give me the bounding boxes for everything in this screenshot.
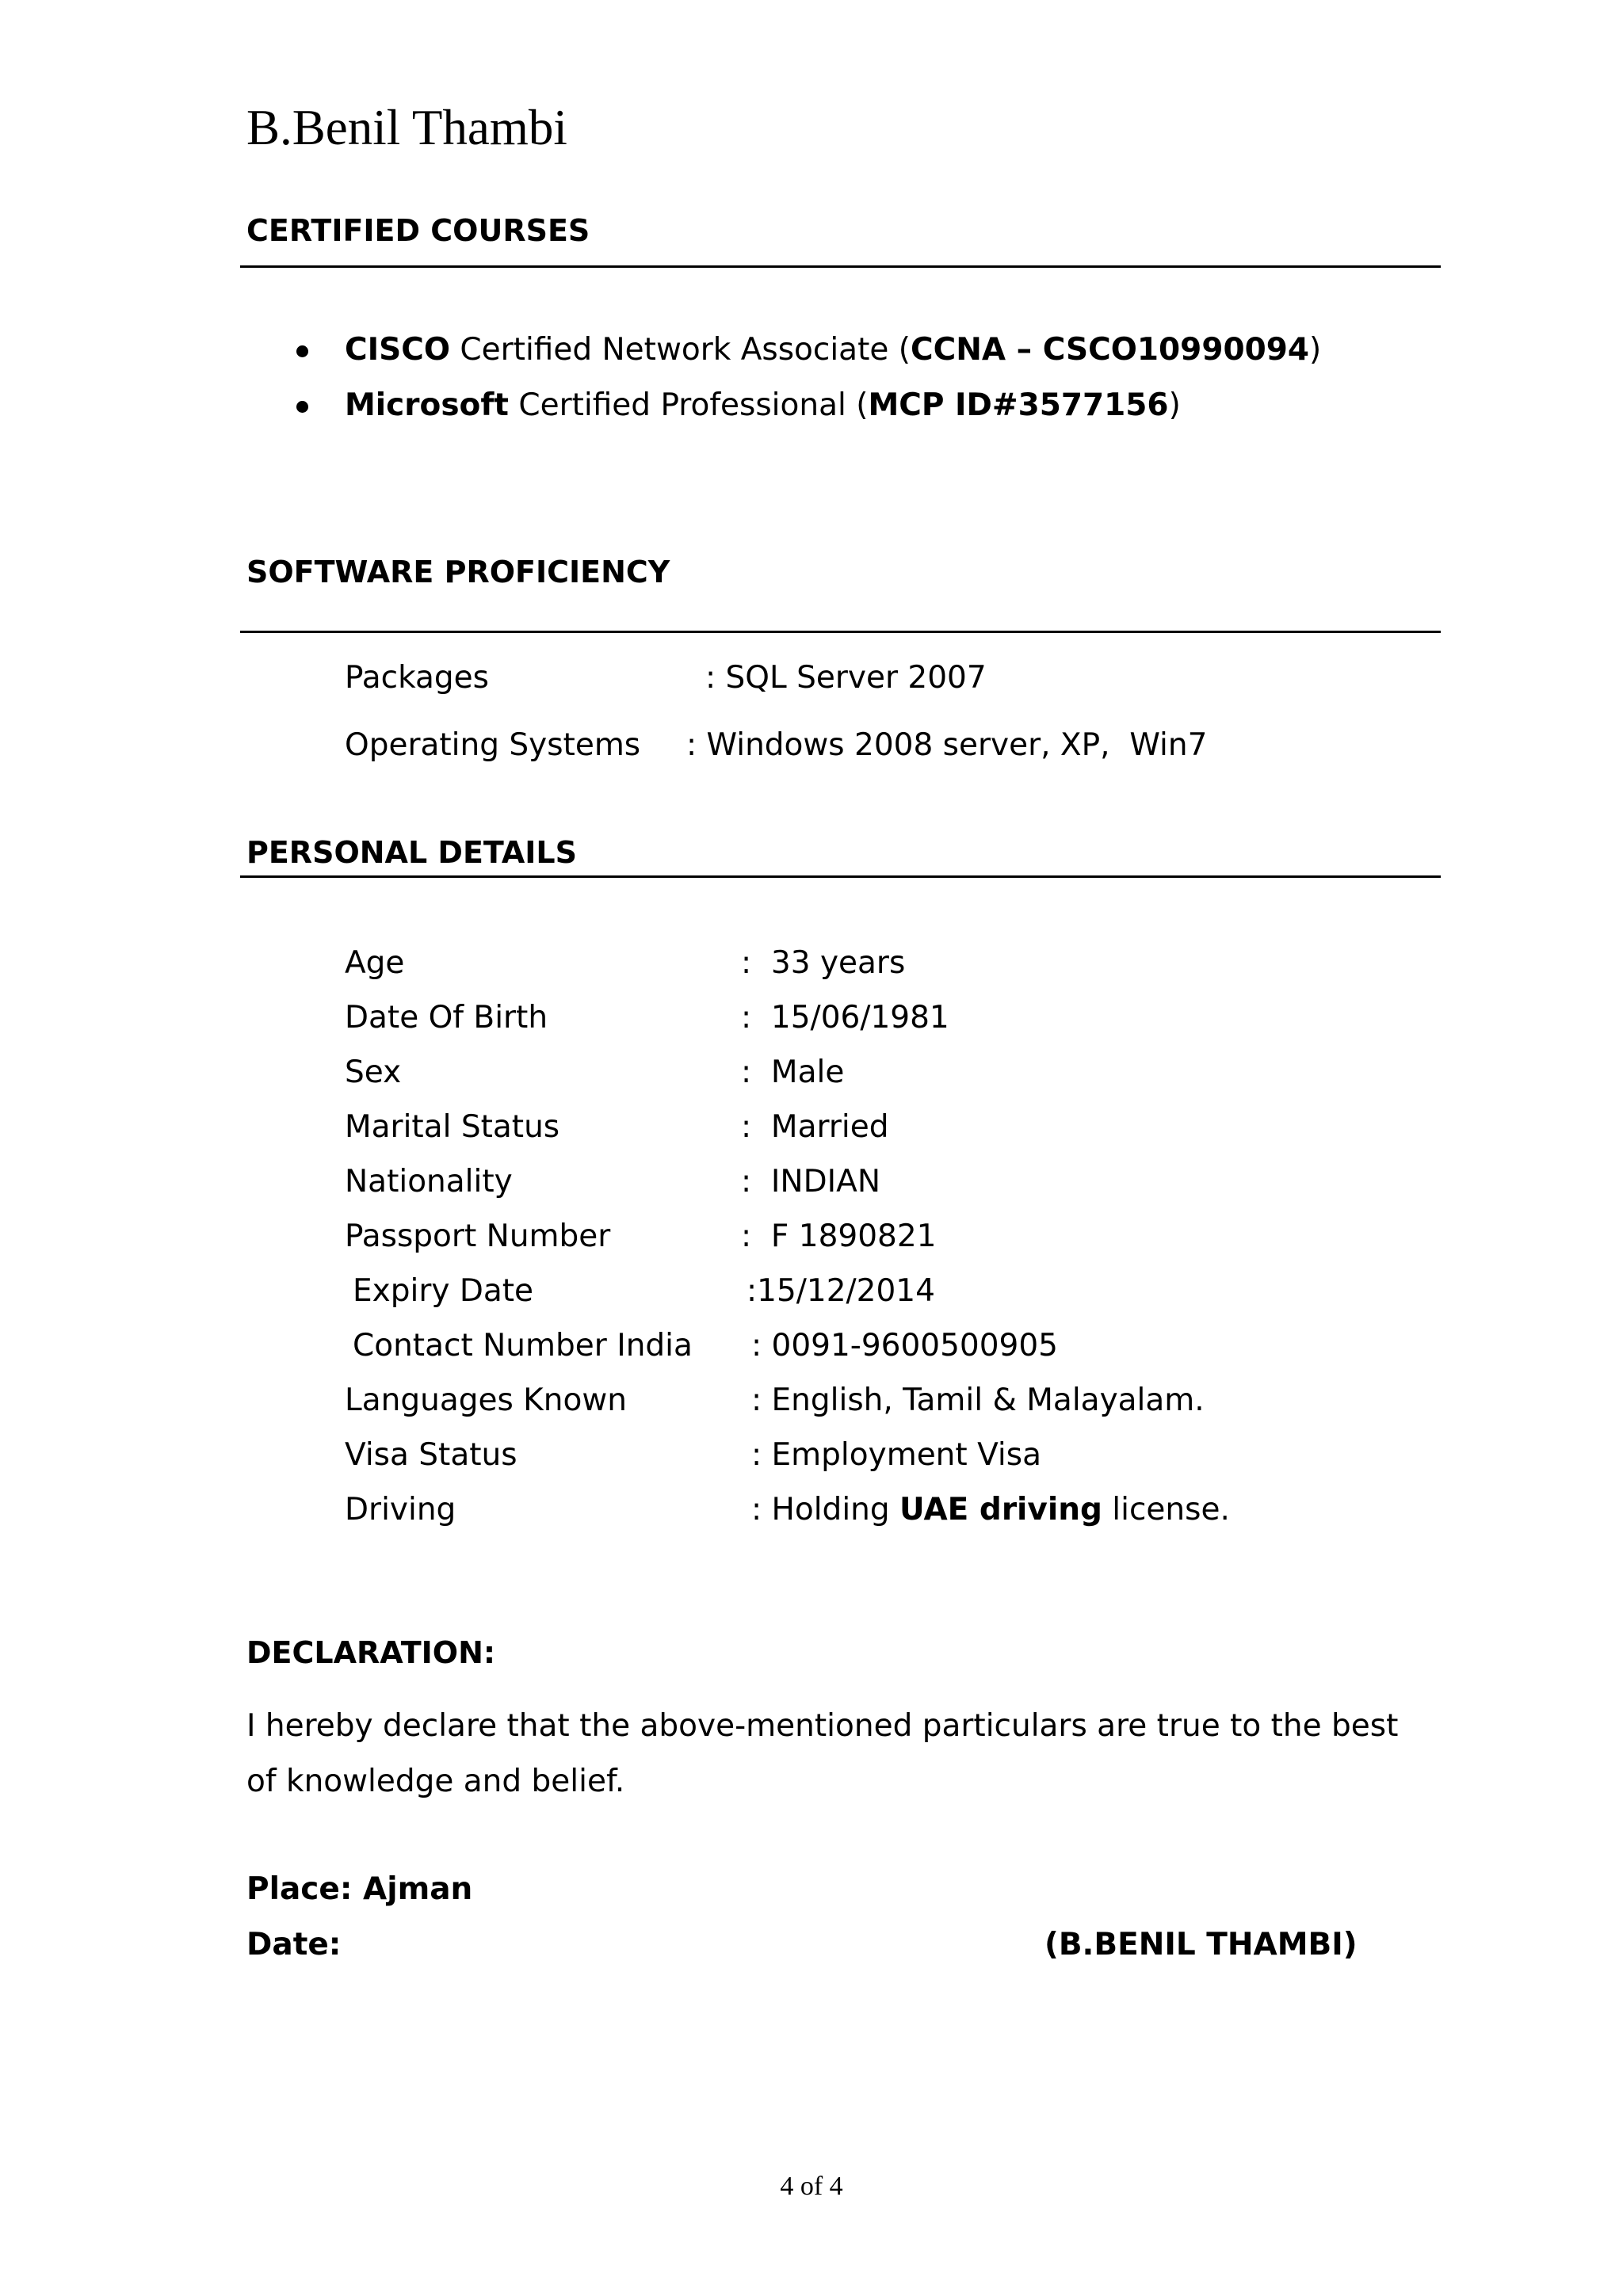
detail-value: : 0091-9600500905 [751, 1328, 1058, 1363]
certification-item: Microsoft Certified Professional (MCP ID#3577156) [345, 387, 1181, 423]
section-divider [240, 265, 1441, 268]
detail-label: Contact Number India [353, 1328, 693, 1363]
detail-value: : Male [741, 1055, 845, 1090]
candidate-name: B.Benil Thambi [246, 100, 567, 155]
certification-item: CISCO Certified Network Associate (CCNA – CSCO10990094) [345, 332, 1322, 368]
detail-label: Sex [345, 1055, 402, 1090]
detail-label: Expiry Date [353, 1273, 534, 1309]
detail-label: Date Of Birth [345, 1000, 548, 1035]
section-heading-software-proficiency: SOFTWARE PROFICIENCY [246, 555, 670, 589]
detail-label: Driving [345, 1492, 456, 1527]
place-label: Place: Ajman [246, 1871, 473, 1907]
section-divider [240, 631, 1441, 633]
date-label: Date: [246, 1927, 342, 1962]
section-divider [240, 875, 1441, 878]
section-heading-certified-courses: CERTIFIED COURSES [246, 213, 590, 248]
software-value: : Windows 2008 server, XP, Win7 [686, 727, 1208, 763]
detail-value: : 33 years [741, 945, 906, 981]
detail-label: Visa Status [345, 1437, 517, 1473]
detail-value: : Holding UAE driving license. [751, 1492, 1230, 1527]
bullet-icon [296, 345, 308, 357]
declaration-text: I hereby declare that the above-mentioned particulars are true to the best [246, 1708, 1399, 1744]
software-label: Operating Systems [345, 727, 641, 763]
declaration-text: of knowledge and belief. [246, 1764, 625, 1799]
detail-value: : Employment Visa [751, 1437, 1041, 1473]
bullet-icon [296, 401, 308, 413]
software-value: : SQL Server 2007 [705, 660, 987, 696]
signature-name: (B.BENIL THAMBI) [1044, 1927, 1358, 1962]
detail-label: Languages Known [345, 1383, 627, 1418]
page-number: 4 of 4 [780, 2172, 843, 2201]
section-heading-personal-details: PERSONAL DETAILS [246, 835, 577, 870]
detail-value: : 15/06/1981 [741, 1000, 949, 1035]
detail-label: Nationality [345, 1164, 513, 1199]
detail-value: :15/12/2014 [747, 1273, 935, 1309]
detail-value: : F 1890821 [741, 1219, 937, 1254]
software-label: Packages [345, 660, 489, 696]
detail-value: : English, Tamil & Malayalam. [751, 1383, 1205, 1418]
section-heading-declaration: DECLARATION: [246, 1635, 496, 1670]
detail-label: Passport Number [345, 1219, 611, 1254]
detail-value: : Married [741, 1109, 889, 1145]
detail-label: Marital Status [345, 1109, 560, 1145]
detail-label: Age [345, 945, 405, 981]
detail-value: : INDIAN [741, 1164, 880, 1199]
